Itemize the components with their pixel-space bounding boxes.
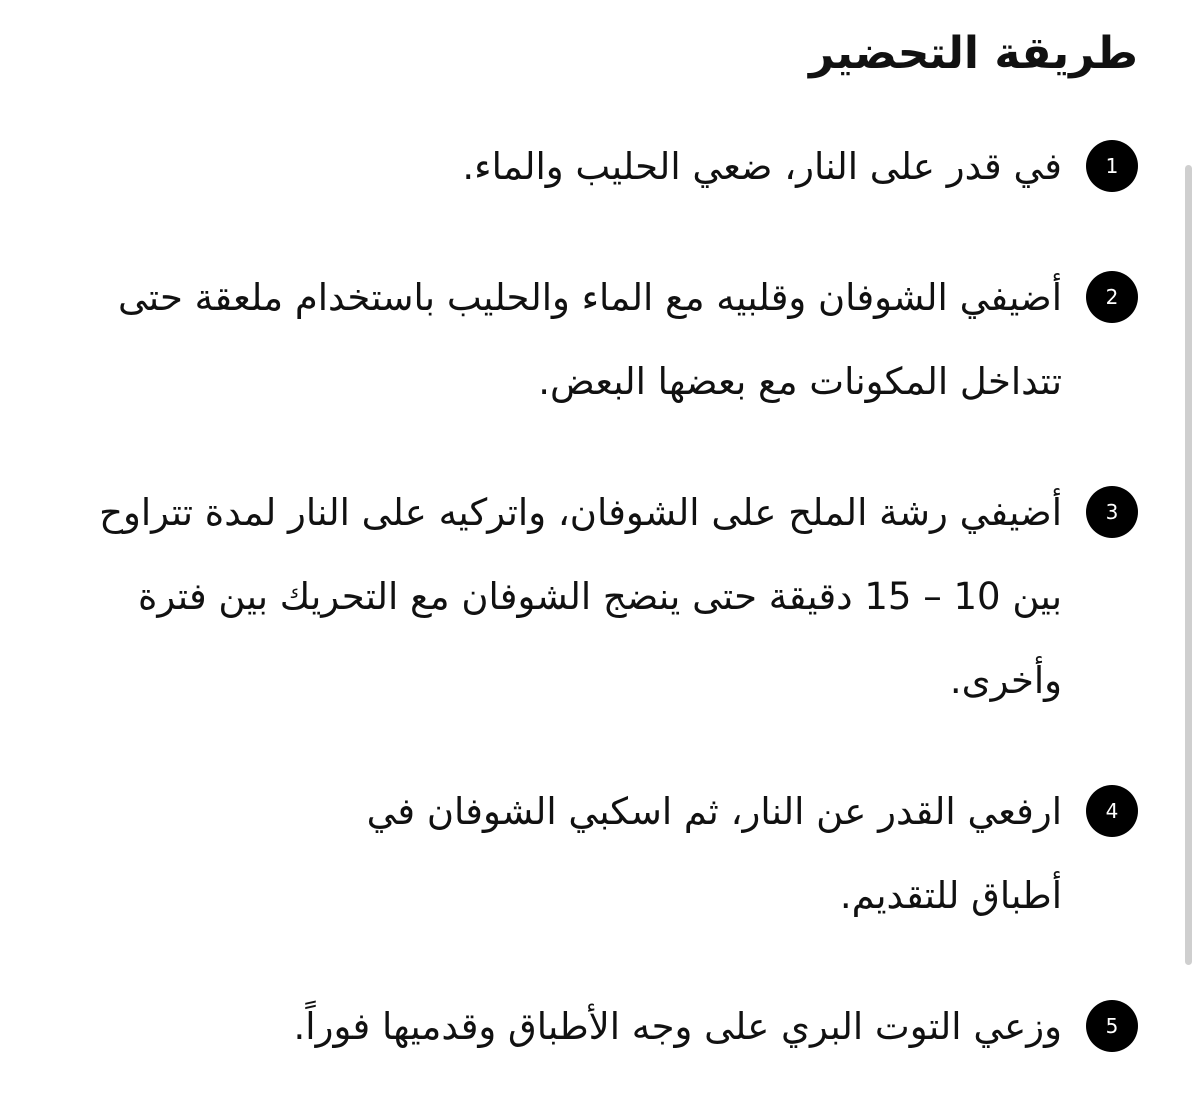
step-number-badge: 2 bbox=[1086, 271, 1138, 323]
step-number-badge: 1 bbox=[1086, 140, 1138, 192]
page-title: طريقة التحضير bbox=[809, 28, 1138, 79]
step-text: أضيفي الشوفان وقلبيه مع الماء والحليب باستخدام ملعقة حتى تتداخل المكونات مع بعضها البعض. bbox=[117, 276, 1062, 403]
step-text: أضيفي رشة الملح على الشوفان، واتركيه على النار لمدة تتراوح بين 10 – 15 دقيقة حتى ينضج الشوفان مع التحريك بين فترة وأخرى. bbox=[99, 491, 1062, 702]
list-item bbox=[78, 471, 1138, 723]
step-number-badge: 3 bbox=[1086, 486, 1138, 538]
step-text: ارفعي القدر عن النار، ثم اسكبي الشوفان في أطباق للتقديم. bbox=[366, 790, 1062, 917]
preparation-steps-list bbox=[78, 125, 1138, 1116]
step-number-badge: 5 bbox=[1086, 1000, 1138, 1052]
list-item bbox=[78, 985, 1138, 1069]
list-item bbox=[78, 770, 1138, 938]
list-item bbox=[78, 256, 1138, 424]
step-text: وزعي التوت البري على وجه الأطباق وقدميها فوراً. bbox=[293, 1005, 1062, 1048]
step-text: في قدر على النار، ضعي الحليب والماء. bbox=[462, 145, 1062, 188]
vertical-scrollbar[interactable] bbox=[1185, 165, 1192, 965]
list-item bbox=[78, 125, 1138, 209]
step-number-badge: 4 bbox=[1086, 785, 1138, 837]
